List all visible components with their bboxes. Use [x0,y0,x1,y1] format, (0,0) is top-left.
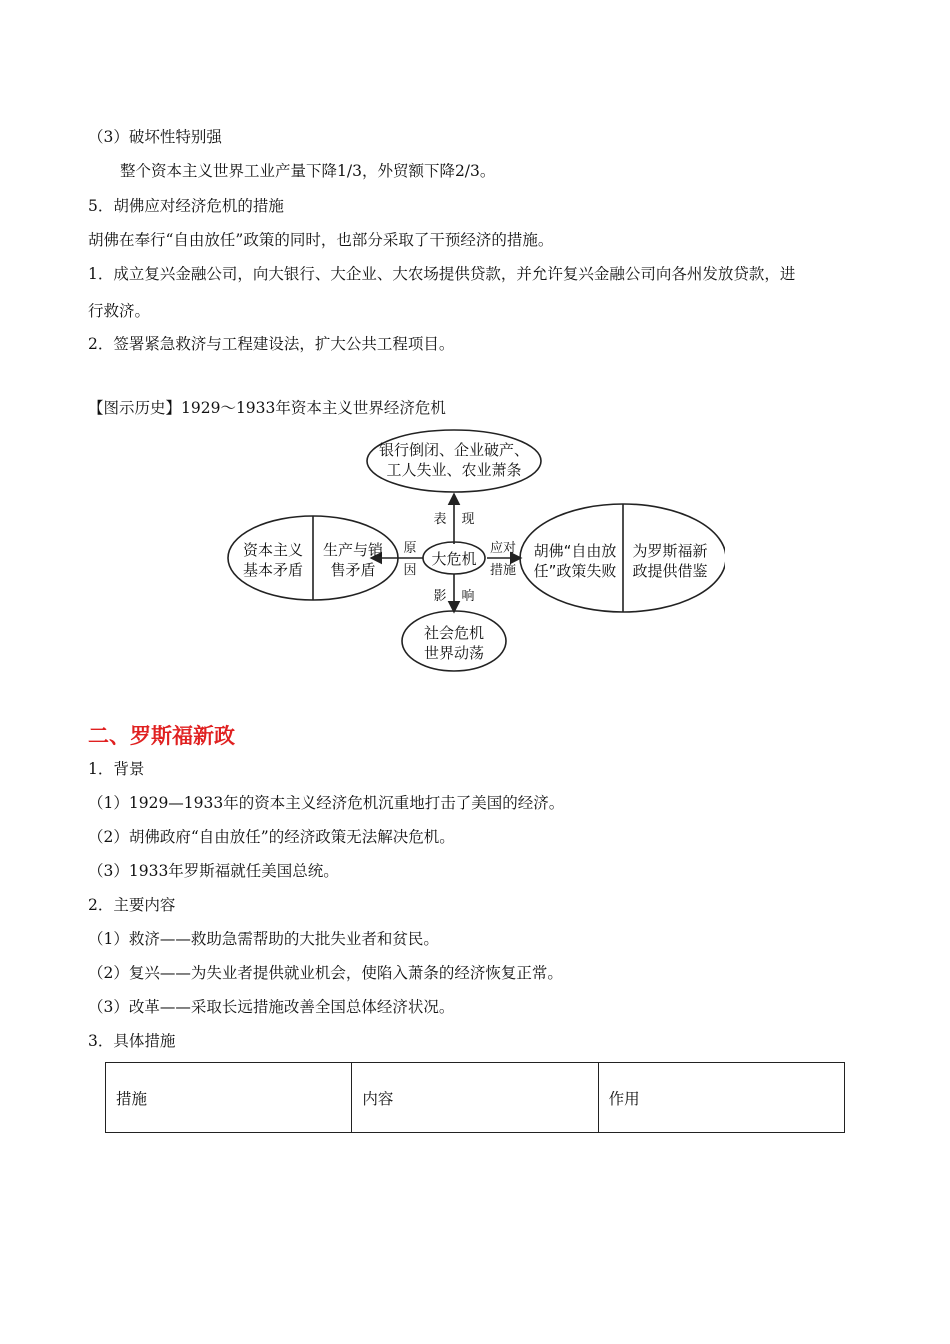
measure1-line2: 行救济。 [88,302,151,320]
left-a-text-2: 基本矛盾 [242,561,304,579]
table-header-measure: 措施 [106,1063,352,1133]
right-b-text-2: 政提供借鉴 [632,562,708,580]
measure2: 2．签署紧急救济与工程建设法，扩大公共工程项目。 [88,335,455,353]
measure1-line1: 1．成立复兴金融公司，向大银行、大企业、大农场提供贷款，并允许复兴金融公司向各州发放贷款，进 [88,265,796,283]
label-right-1: 应对 [489,541,517,556]
bottom-text-1: 社会危机 [423,624,485,642]
left-b-text-2: 售矛盾 [330,561,376,579]
item3-text: 整个资本主义世界工业产量下降1/3，外贸额下降2/3。 [120,162,496,180]
top-text-1: 银行倒闭、企业破产、 [378,441,530,459]
background-item-3: （3）1933年罗斯福就任美国总统。 [88,862,339,880]
measures-title: 3．具体措施 [88,1032,176,1050]
top-text-2: 工人失业、农业萧条 [386,461,522,479]
center-text: 大危机 [431,550,477,568]
content-item-3: （3）改革——采取长远措施改善全国总体经济状况。 [88,998,455,1016]
hoover-title: 5．胡佛应对经济危机的措施 [88,197,284,215]
background-title: 1．背景 [88,760,145,778]
content-title: 2．主要内容 [88,896,176,914]
background-item-1: （1）1929—1933年的资本主义经济危机沉重地打击了美国的经济。 [88,794,565,812]
left-b-text-1: 生产与销 [322,541,384,559]
label-down-2: 响 [461,589,475,604]
right-a-text-1: 胡佛“自由放 [533,542,617,560]
content-item-1: （1）救济——救助急需帮助的大批失业者和贫民。 [88,930,439,948]
measures-table [105,1062,845,1133]
right-b-text-1: 为罗斯福新 [632,542,708,560]
table-header-effect: 作用 [598,1063,844,1133]
right-a-text-2: 任”政策失败 [533,562,617,580]
label-down-1: 影 [433,589,447,604]
crisis-diagram [225,428,725,676]
label-right-2: 措施 [489,563,517,578]
bottom-text-2: 世界动荡 [423,644,485,662]
section-heading: 二、罗斯福新政 [88,724,235,748]
content-item-2: （2）复兴——为失业者提供就业机会，使陷入萧条的经济恢复正常。 [88,964,563,982]
table-row [106,1063,845,1133]
label-left-2: 因 [403,563,417,578]
hoover-intro: 胡佛在奉行“自由放任”政策的同时，也部分采取了干预经济的措施。 [88,231,554,249]
item3-title: （3）破坏性特别强 [88,128,222,146]
left-a-text-1: 资本主义 [242,541,304,559]
label-up-2: 现 [461,512,475,527]
table-header-content: 内容 [352,1063,598,1133]
diagram-caption: 【图示历史】1929～1933年资本主义世界经济危机 [88,399,446,417]
background-item-2: （2）胡佛政府“自由放任”的经济政策无法解决危机。 [88,828,455,846]
label-left-1: 原 [403,541,417,556]
label-up-1: 表 [433,512,447,527]
